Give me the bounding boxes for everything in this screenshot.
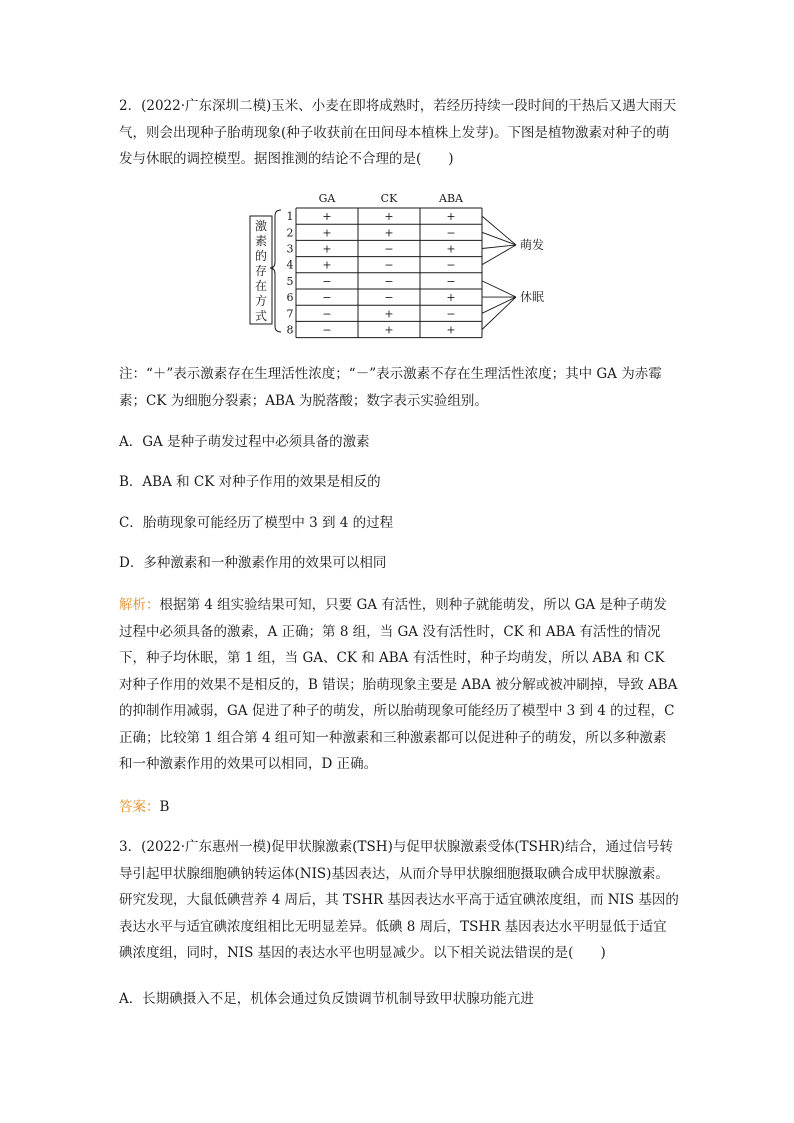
row-number: 2 [286, 226, 294, 240]
table-cell: − [384, 274, 394, 288]
table-cell: − [322, 307, 332, 321]
connector-dormant [482, 297, 516, 330]
table-cell: + [384, 226, 394, 240]
row-number: 3 [286, 242, 294, 256]
column-header: CK [380, 192, 398, 205]
figure-note: 注：“＋”表示激素存在生理活性浓度；“－”表示激素不存在生理活性浓度；其中 GA 为赤霉素；CK 为细胞分裂素；ABA 为脱落酸；数字表示实验组别。 [119, 366, 662, 409]
option-a: A．GA 是种子萌发过程中必须具备的激素 [119, 434, 370, 450]
answer-label: 答案： [119, 799, 160, 815]
table-cell: + [322, 226, 332, 240]
label-dormant: 休眠 [520, 290, 545, 304]
table-cell: − [446, 226, 456, 240]
connector-dormant [482, 297, 516, 313]
analysis-label: 解析： [119, 597, 160, 613]
table-cell: − [446, 307, 456, 321]
table-cell: − [384, 242, 394, 256]
label-germinate: 萌发 [520, 238, 545, 252]
hormone-regulation-figure [248, 190, 568, 340]
question-3-stem: 3．(2022·广东惠州一模)促甲状腺激素(TSH)与促甲状腺激素受体(TSHR)结合，通过信号转导引起甲状腺细胞碘钠转运体(NIS)基因表达，从而介导甲状腺细胞摄取碘合成甲状腺激素。研究发现，大鼠低碘营养 4 周后，其 TSHR 基因表达水平高于适宜碘浓度组，而 NIS 基因的表达水平与适宜碘浓度组相比无明显差异。低碘 8 周后，TSHR 基因表达水平明显低于适宜碘浓度组，同时，NIS 基因的表达水平也明显减少。以下相关说法错误的是( ) [119, 839, 679, 961]
question-2-stem: 2．(2022·广东深圳二模)玉米、小麦在即将成熟时，若经历持续一段时间的干热后又遇大雨天气，则会出现种子胎萌现象(种子收获前在田间母本植株上发芽)。下图是植物激素对种子的萌发与休眠的调控模型。据图推测的结论不合理的是( ) [119, 98, 677, 167]
side-label-char: 式 [254, 309, 268, 323]
table-cell: − [446, 274, 456, 288]
answer-value: B [159, 799, 170, 815]
row-number: 4 [286, 258, 294, 272]
table-cell: − [384, 258, 394, 272]
table-cell: + [446, 242, 456, 256]
row-number: 1 [286, 210, 294, 224]
table-cell: + [446, 291, 456, 305]
table-cell: + [384, 323, 394, 337]
row-number: 5 [286, 274, 294, 288]
analysis-text: 根据第 4 组实验结果可知，只要 GA 有活性，则种子就能萌发，所以 GA 是种子萌发过程中必须具备的激素，A 正确；第 8 组，当 GA 没有活性时，CK 和 ABA 有活性的情况下，种子均休眠，第 1 组，当 GA、CK 和 ABA 有活性时，种子均萌发，所以 ABA 和 CK 对种子作用的效果不是相反的，B 错误；胎萌现象主要是 ABA 被分解或被冲刷掉，导致 ABA 的抑制作用减弱，GA 促进了种子的萌发，所以胎萌现象可能经历了模型中 3 到 4 的过程，C 正确；比较第 1 组合第 4 组可知一种激素和三种激素都可以促进种子的萌发，所以多种激素和一种激素作用的效果可以相同，D 正确。 [119, 597, 678, 772]
side-label-char: 方 [254, 294, 268, 308]
analysis-block [119, 592, 679, 778]
table-cell: + [446, 323, 456, 337]
column-headers [319, 192, 464, 205]
table-cell: + [446, 210, 456, 224]
figure-svg [248, 190, 568, 340]
column-header: ABA [439, 192, 463, 205]
q3-option-a: A．长期碘摄入不足，机体会通过负反馈调节机制导致甲状腺功能亢进 [119, 991, 534, 1007]
option-d: D．多种激素和一种激素作用的效果可以相同 [119, 555, 387, 571]
side-label [255, 219, 267, 323]
table-cell: − [322, 274, 332, 288]
table-cell: + [384, 210, 394, 224]
table-cell: + [384, 307, 394, 321]
option-b: B．ABA 和 CK 对种子作用的效果是相反的 [119, 474, 381, 490]
side-label-char: 存 [254, 264, 268, 278]
column-header: GA [318, 192, 336, 205]
connector-germinate [482, 232, 516, 245]
table-cell: − [446, 258, 456, 272]
table-cell: + [322, 258, 332, 272]
connector-germinate [482, 216, 516, 245]
row-number: 6 [286, 291, 294, 305]
table-cell: + [322, 242, 332, 256]
side-label-char: 素 [254, 234, 268, 248]
side-label-char: 在 [254, 279, 268, 293]
row-number: 7 [286, 307, 294, 321]
connector-lines [482, 216, 516, 329]
table-cell: − [322, 291, 332, 305]
side-label-char: 的 [254, 249, 268, 263]
table-cell: − [384, 291, 394, 305]
table-cell: − [322, 323, 332, 337]
connector-dormant [482, 281, 516, 297]
row-number: 8 [286, 323, 294, 337]
answer-line [119, 797, 169, 817]
option-c: C．胎萌现象可能经历了模型中 3 到 4 的过程 [119, 515, 394, 531]
table-cell: + [322, 210, 332, 224]
side-label-char: 激 [254, 219, 268, 233]
